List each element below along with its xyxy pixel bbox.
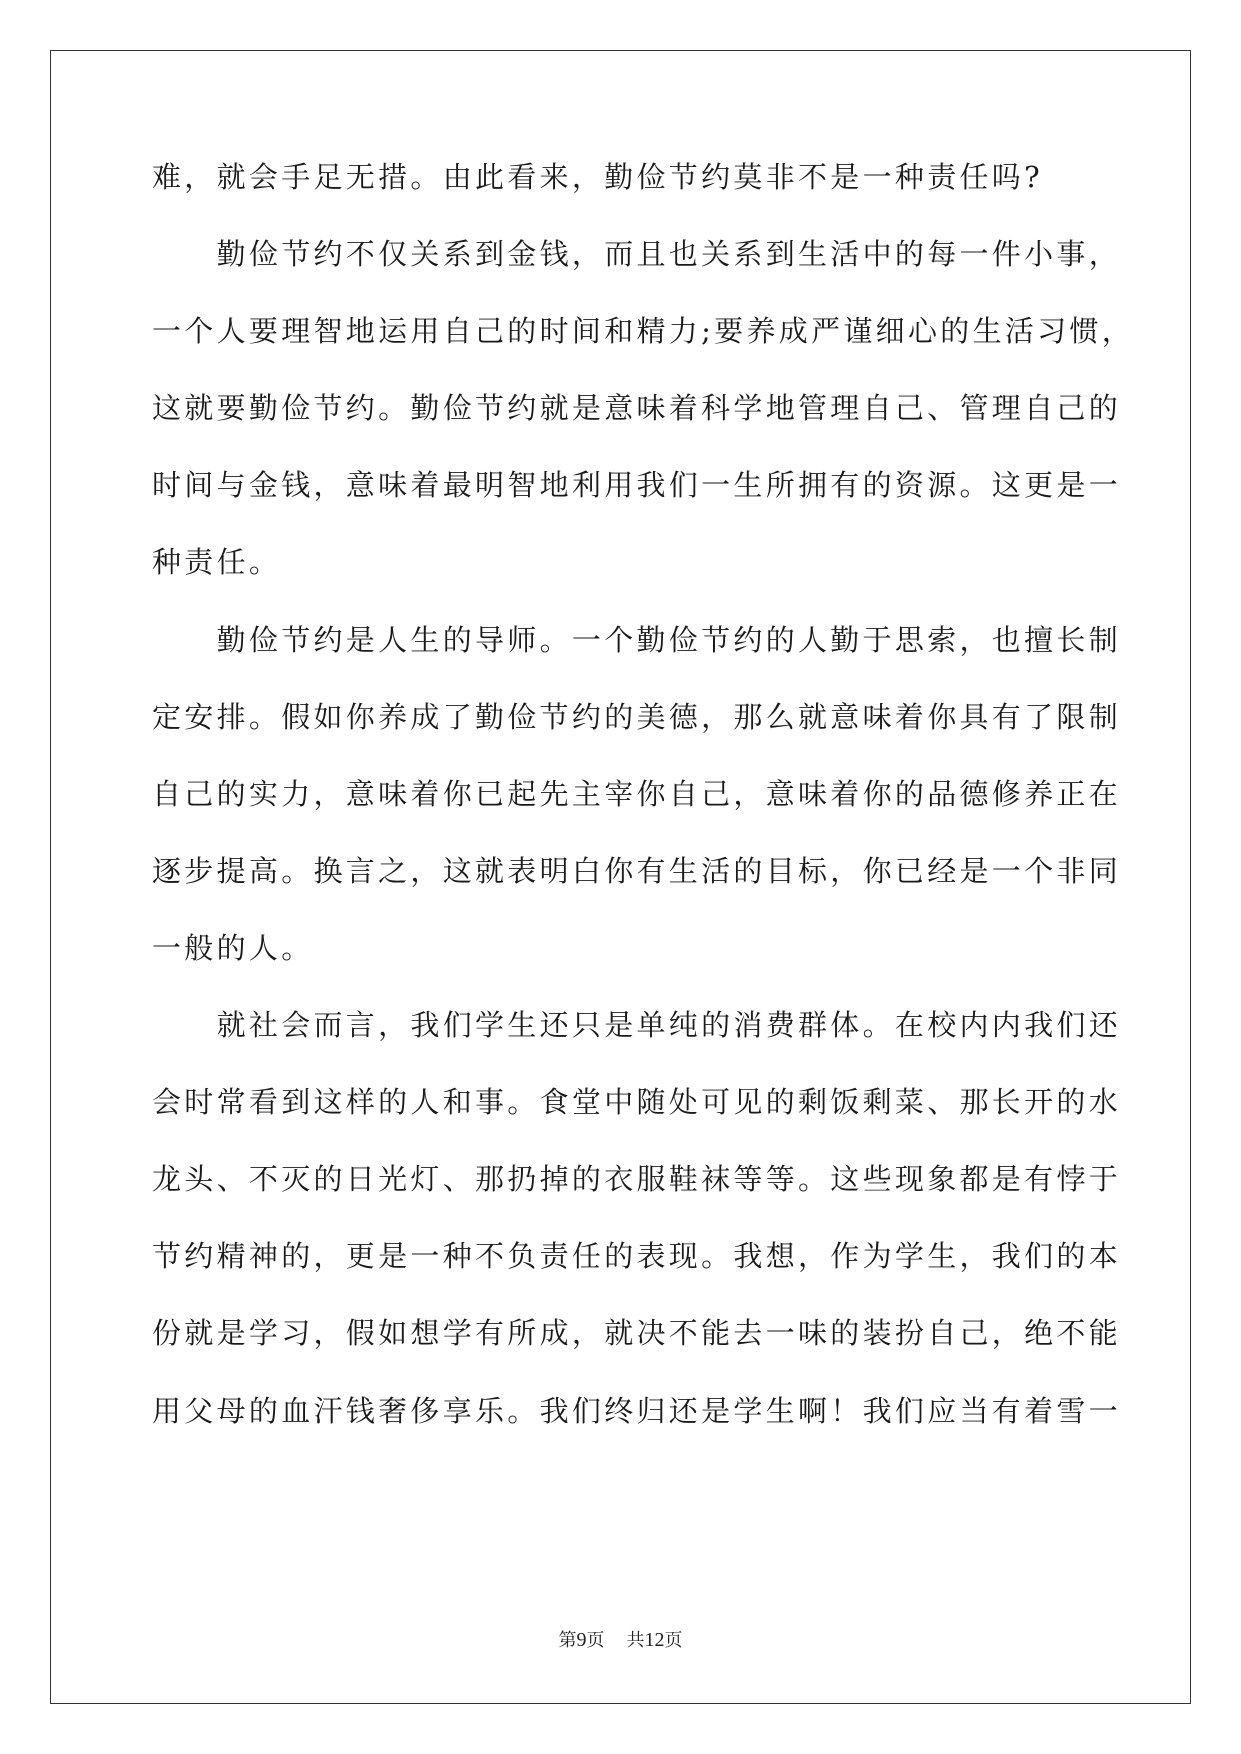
text-line: 一般的人。: [152, 930, 314, 965]
text-line: 一个人要理智地运用自己的时间和精力;要养成严谨细心的生活习惯，: [152, 314, 1135, 349]
total-pages-suffix: 页: [664, 1630, 683, 1651]
text-line: 自己的实力，意味着你已起先主宰你自己，意味着你的品德修养正在: [152, 776, 1122, 811]
page-number-prefix: 第: [558, 1630, 577, 1651]
text-line: 种责任。: [152, 545, 282, 580]
text-line: 龙头、不灭的日光灯、那扔掉的衣服鞋袜等等。这些现象都是有悖于: [152, 1162, 1122, 1197]
text-line: 就社会而言，我们学生还只是单纯的消费群体。在校内内我们还: [152, 1008, 1122, 1043]
text-line: 逐步提高。换言之，这就表明白你有生活的目标，你已经是一个非同: [152, 853, 1122, 888]
text-line: 难，就会手足无措。由此看来，勤俭节约莫非不是一种责任吗?: [152, 160, 1043, 194]
text-line: 定安排。假如你养成了勤俭节约的美德，那么就意味着你具有了限制: [152, 699, 1122, 734]
text-line: 份就是学习，假如想学有所成，就决不能去一味的装扮自己，绝不能: [152, 1316, 1122, 1351]
total-pages-prefix: 共: [626, 1630, 645, 1651]
text-line: 时间与金钱，意味着最明智地利用我们一生所拥有的资源。这更是一: [152, 468, 1122, 503]
document-body: [152, 160, 1135, 1474]
text-line: 勤俭节约是人生的导师。一个勤俭节约的人勤于思索，也擅长制: [152, 622, 1122, 657]
text-line: 会时常看到这样的人和事。食堂中随处可见的剩饭剩菜、那长开的水: [152, 1085, 1122, 1120]
text-line: 勤俭节约不仅关系到金钱，而且也关系到生活中的每一件小事，: [152, 237, 1122, 272]
text-line: 用父母的血汗钱奢侈享乐。我们终归还是学生啊！我们应当有着雪一: [152, 1393, 1122, 1428]
text-line: 节约精神的，更是一种不负责任的表现。我想，作为学生，我们的本: [152, 1239, 1122, 1274]
page-number: 9: [576, 1629, 587, 1651]
page-footer: [0, 1630, 1241, 1651]
text-line: 这就要勤俭节约。勤俭节约就是意味着科学地管理自己、管理自己的: [152, 391, 1122, 426]
total-pages: 12: [644, 1629, 665, 1651]
page-number-suffix: 页: [586, 1630, 605, 1651]
